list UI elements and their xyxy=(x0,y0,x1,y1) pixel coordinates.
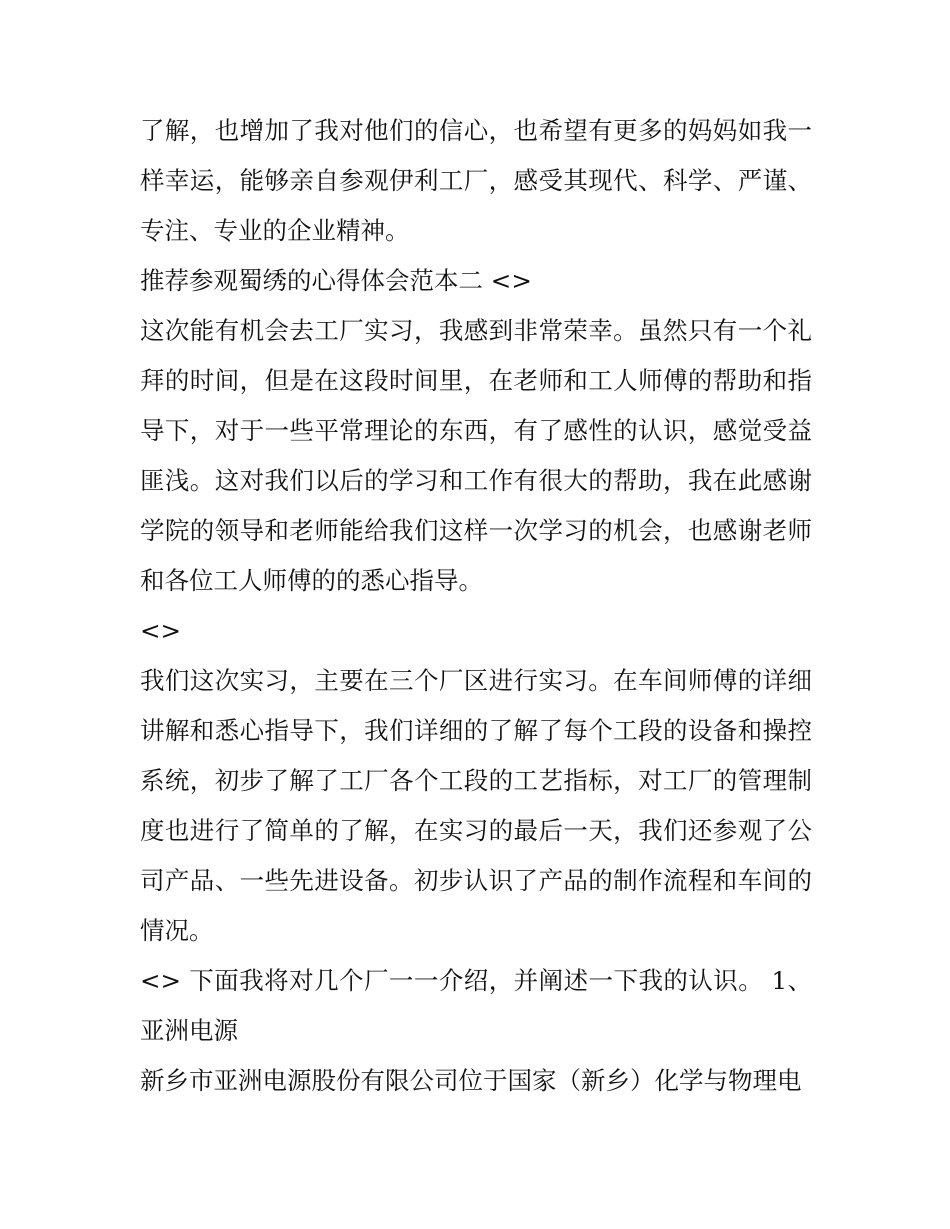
document-body xyxy=(140,106,812,1106)
paragraph-company-description: 新乡市亚洲电源股份有限公司位于国家（新乡）化学与物理电 xyxy=(140,1066,802,1095)
paragraph-internship-intro: 这次能有机会去工厂实习，我感到非常荣幸。虽然只有一个礼拜的时间，但是在这段时间里，在老师和工人师傅的帮助和指导下，对于一些平常理论的东西，有了感性的认识，感觉受益匪浅。这对我们以后的学习和工作有很大的帮助，我在此感谢学院的领导和老师能给我们这样一次学习的机会，也感谢老师和各位工人师傅的的悉心指导。 xyxy=(140,316,812,595)
paragraph-continuation: 了解，也增加了我对他们的信心，也希望有更多的妈妈如我一样幸运，能够亲自参观伊利工厂，感受其现代、科学、严谨、专注、专业的企业精神。 xyxy=(140,116,812,245)
paragraph-factory-intro: <> 下面我将对几个厂一一介绍，并阐述一下我的认识。 1、亚洲电源 xyxy=(140,966,812,1045)
paragraph-separator: <> xyxy=(140,616,182,645)
paragraph-internship-details: 我们这次实习，主要在三个厂区进行实习。在车间师傅的详细讲解和悉心指导下，我们详细的了解了每个工段的设备和操控系统，初步了解了工厂各个工段的工艺指标，对工厂的管理制度也进行了简单的了解，在实习的最后一天，我们还参观了公司产品、一些先进设备。初步认识了产品的制作流程和车间的情况。 xyxy=(140,666,812,945)
section-heading: 推荐参观蜀绣的心得体会范本二 <> xyxy=(140,266,532,295)
